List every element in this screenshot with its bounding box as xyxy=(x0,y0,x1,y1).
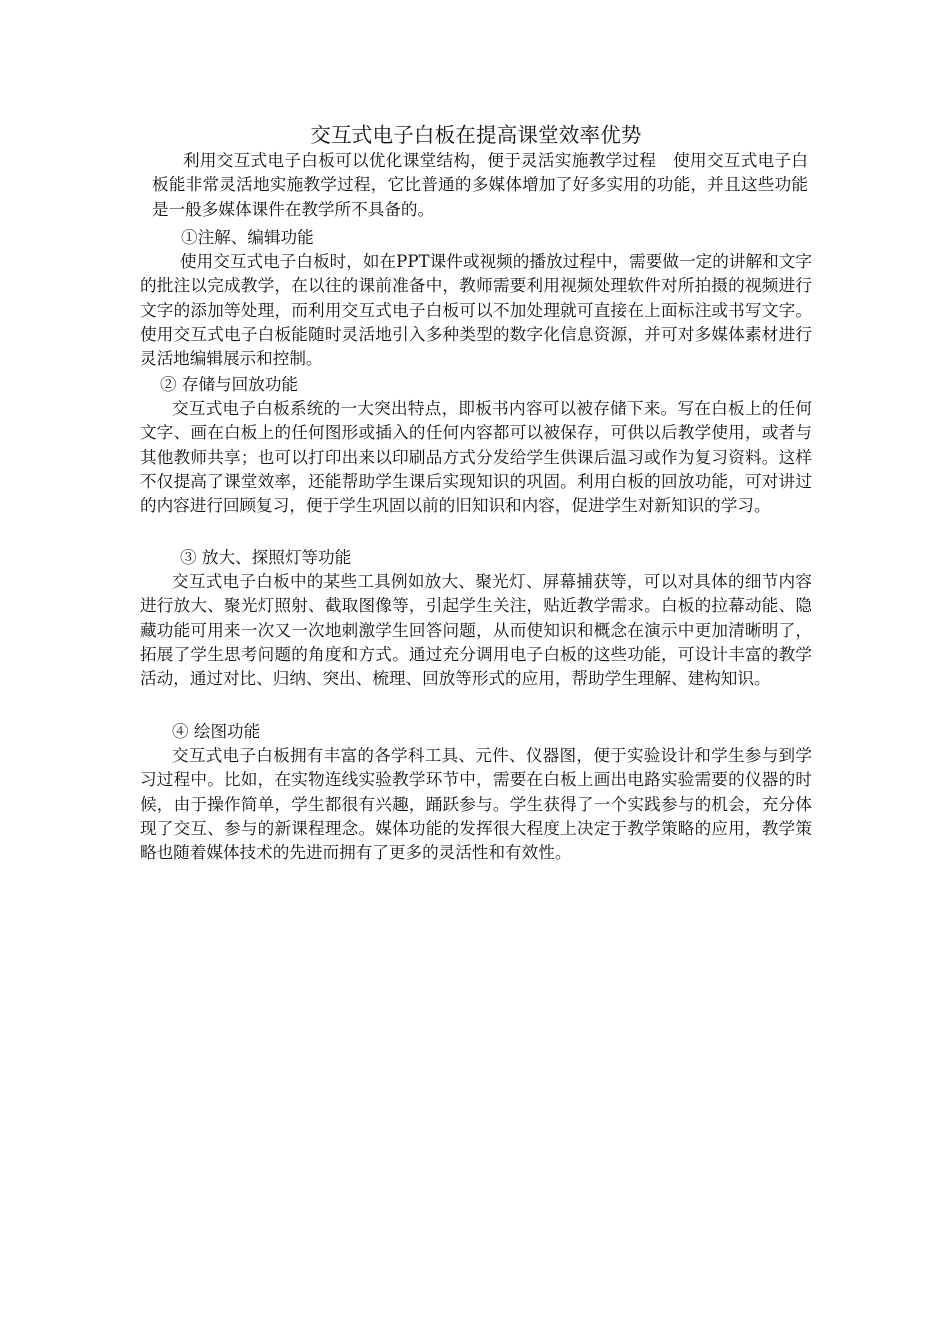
document-title: 交互式电子白板在提高课堂效率优势 xyxy=(310,123,642,147)
section-body-drawing: 交互式电子白板拥有丰富的各学科工具、元件、仪器图，便于实验设计和学生参与到学习过程中。比如，在实物连线实验教学环节中，需要在白板上画出电路实验需要的仪器的时候，由于操作简单，学生都很有兴趣，踊跃参与。学生获得了一个实践参与的机会，充分体现了交互、参与的新课程理念。媒体功能的发挥很大程度上决定于教学策略的应用，教学策略也随着媒体技术的先进而拥有了更多的灵活性和有效性。 xyxy=(140,746,812,863)
section-heading-annotation: ①注解、编辑功能 xyxy=(181,228,314,247)
intro-paragraph: 利用交互式电子白板可以优化课堂结构，便于灵活实施教学过程 使用交互式电子白板能非常灵活地实施教学过程，它比普通的多媒体增加了好多实用的功能，并且这些功能是一般多媒体课件在教学所不具备的。 xyxy=(152,151,808,219)
section-body-storage: 交互式电子白板系统的一大突出特点，即板书内容可以被存储下来。写在白板上的任何文字、画在白板上的任何图形或插入的任何内容都可以被保存，可供以后教学使用，或者与其他教师共享；也可以打印出来以印刷品方式分发给学生供课后温习或作为复习资料。这样不仅提高了课堂效率，还能帮助学生课后实现知识的巩固。利用白板的回放功能，可对讲过的内容进行回顾复习，便于学生巩固以前的旧知识和内容，促进学生对新知识的学习。 xyxy=(140,399,812,516)
section-body-annotation: 使用交互式电子白板时，如在PPT课件或视频的播放过程中，需要做一定的讲解和文字的批注以完成教学，在以往的课前准备中，教师需要利用视频处理软件对所拍摄的视频进行文字的添加等处理，而利用交互式电子白板可以不加处理就可直接在上面标注或书写文字。使用交互式电子白板能随时灵活地引入多种类型的数字化信息资源，并可对多媒体素材进行灵活地编辑展示和控制。 xyxy=(140,252,812,369)
section-heading-storage: ② 存储与回放功能 xyxy=(160,375,299,394)
section-heading-zoom: ③ 放大、探照灯等功能 xyxy=(180,548,352,567)
section-body-zoom: 交互式电子白板中的某些工具例如放大、聚光灯、屏幕捕获等，可以对具体的细节内容进行放大、聚光灯照射、截取图像等，引起学生关注，贴近教学需求。白板的拉幕动能、隐藏功能可用来一次又一次地刺激学生回答问题，从而使知识和概念在演示中更加清晰明了，拓展了学生思考问题的角度和方式。通过充分调用电子白板的这些功能，可设计丰富的教学活动，通过对比、归纳、突出、梳理、回放等形式的应用，帮助学生理解、建构知识。 xyxy=(140,572,812,689)
section-heading-drawing: ④ 绘图功能 xyxy=(172,722,261,741)
